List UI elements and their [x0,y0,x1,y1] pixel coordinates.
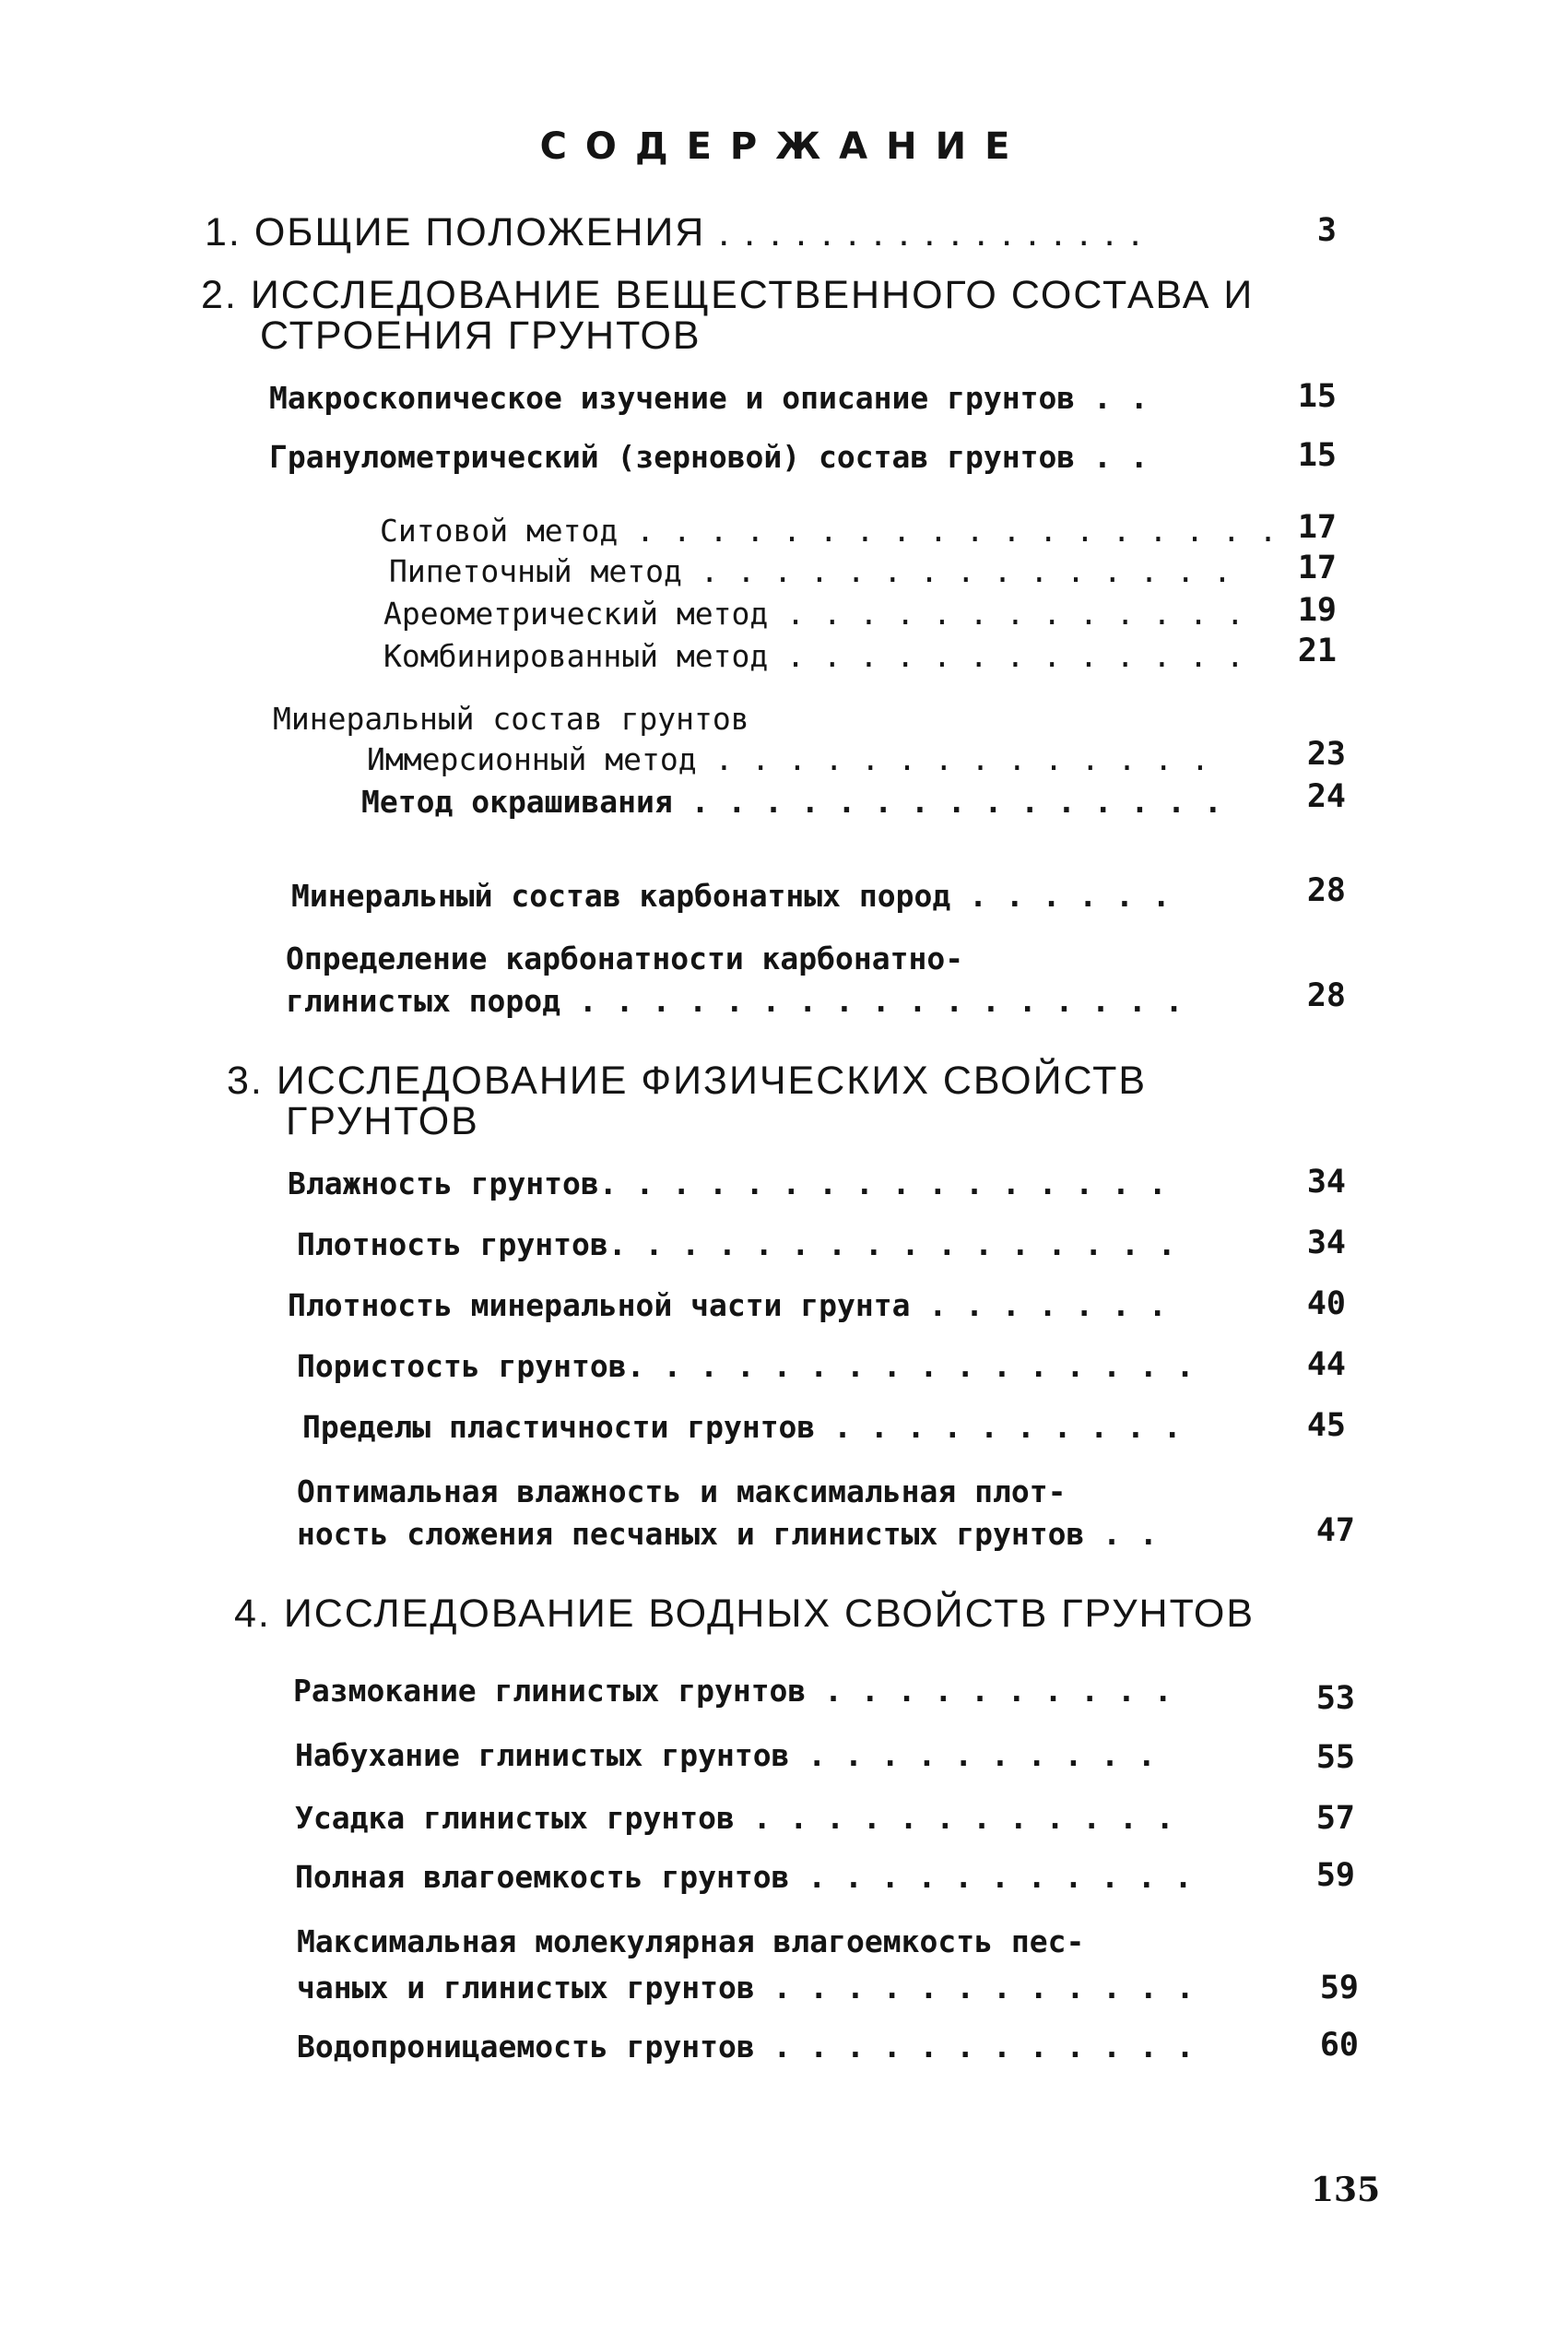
toc-entry: Минеральный состав карбонатных пород . . . . . . [291,878,1171,914]
page-ref: 55 [1315,1739,1355,1776]
toc-entry: Пределы пластичности грунтов . . . . . . . . . . [302,1409,1182,1445]
leader-dots: . . . . . . . . . . . . . . . . . [718,210,1143,254]
toc-subentry: Комбинированный метод . . . . . . . . . . . . . [383,638,1244,674]
page-ref: 24 [1306,778,1346,815]
toc-subentry: Пипеточный метод . . . . . . . . . . . . . . . [389,553,1232,589]
section-title-line-1: ИССЛЕДОВАНИЕ ВЕЩЕСТВЕННОГО СОСТАВА И [250,273,1255,317]
toc-entry: Пористость грунтов. . . . . . . . . . . . . . . . [297,1348,1195,1384]
toc-subentry: Метод окрашивания . . . . . . . . . . . . . . . [361,784,1222,820]
toc-entry: Набухание глинистых грунтов . . . . . . . . . . [295,1737,1156,1773]
toc-entry: Оптимальная влажность и максимальная плот- [297,1473,1067,1509]
section-title: ИССЛЕДОВАНИЕ ВОДНЫХ СВОЙСТВ ГРУНТОВ [283,1591,1256,1636]
section-title-line-1: ИССЛЕДОВАНИЕ ФИЗИЧЕСКИХ СВОЙСТВ [276,1059,1148,1103]
page-ref: 28 [1306,872,1346,909]
toc-entry: Плотность грунтов. . . . . . . . . . . . . . . . [297,1226,1176,1262]
section-2-heading [201,273,1254,318]
page-title: СОДЕРЖАНИЕ [539,125,1029,168]
page-ref: 45 [1306,1407,1346,1444]
page-ref: 23 [1306,736,1346,773]
toc-entry: Размокание глинистых грунтов . . . . . . . . . . [293,1673,1173,1709]
section-title: ОБЩИЕ ПОЛОЖЕНИЯ [253,210,706,254]
page-number: 135 [1311,2171,1381,2209]
page-ref: 34 [1306,1225,1346,1261]
page-ref: 3 [1316,212,1337,249]
page-ref: 53 [1315,1680,1355,1717]
section-number: 2. [201,273,238,317]
toc-entry: Макроскопическое изучение и описание грунтов . . [269,380,1149,416]
toc-entry: Плотность минеральной части грунта . . . . . . . [288,1287,1167,1323]
toc-entry: Гранулометрический (зерновой) состав грунтов . . [269,439,1149,475]
toc-subentry: Иммерсионный метод . . . . . . . . . . . . . . [367,741,1209,777]
page-ref: 44 [1306,1346,1346,1383]
toc-entry: Полная влагоемкость грунтов . . . . . . . . . . . [295,1859,1193,1895]
section-title-line-2: ГРУНТОВ [286,1099,479,1143]
page-ref: 15 [1297,378,1337,415]
toc-subentry: Ситовой метод . . . . . . . . . . . . . . . . . . [380,513,1278,549]
page-ref: 19 [1297,592,1337,629]
toc-entry: Минеральный состав грунтов [273,701,749,737]
toc-entry: Максимальная молекулярная влагоемкость пес- [297,1923,1085,1959]
toc-entry: Водопроницаемость грунтов . . . . . . . . . . . . [297,2029,1195,2065]
page-ref: 15 [1297,437,1337,474]
section-title-line-2: СТРОЕНИЯ ГРУНТОВ [260,314,701,358]
toc-entry: Усадка глинистых грунтов . . . . . . . . . . . . [295,1800,1174,1836]
page-ref: 59 [1315,1857,1355,1894]
page-ref: 59 [1319,1970,1359,2006]
toc-subentry: Ареометрический метод . . . . . . . . . . . . . [383,596,1244,632]
section-number: 3. [227,1059,264,1103]
toc-entry: глинистых пород . . . . . . . . . . . . . . . . . [286,983,1184,1019]
section-3-heading [227,1059,1147,1104]
page-ref: 17 [1297,509,1337,546]
page-ref: 28 [1306,977,1346,1014]
page-ref: 21 [1297,633,1337,669]
page-ref: 60 [1319,2027,1359,2064]
page-ref: 57 [1315,1800,1355,1837]
toc-entry: чаных и глинистых грунтов . . . . . . . . . . . . [297,1970,1195,2006]
section-number: 1. [205,210,242,254]
toc-entry: Определение карбонатности карбонатно- [286,941,964,976]
section-4-heading [234,1591,1255,1637]
toc-entry: Влажность грунтов. . . . . . . . . . . . . . . . [288,1166,1167,1201]
page-ref: 34 [1306,1164,1346,1201]
page-ref: 17 [1297,550,1337,586]
section-number: 4. [234,1591,271,1636]
page-ref: 40 [1306,1285,1346,1322]
section-1-heading [205,210,1143,255]
toc-entry: ность сложения песчаных и глинистых грунтов . . [297,1516,1158,1552]
page-ref: 47 [1315,1512,1355,1549]
